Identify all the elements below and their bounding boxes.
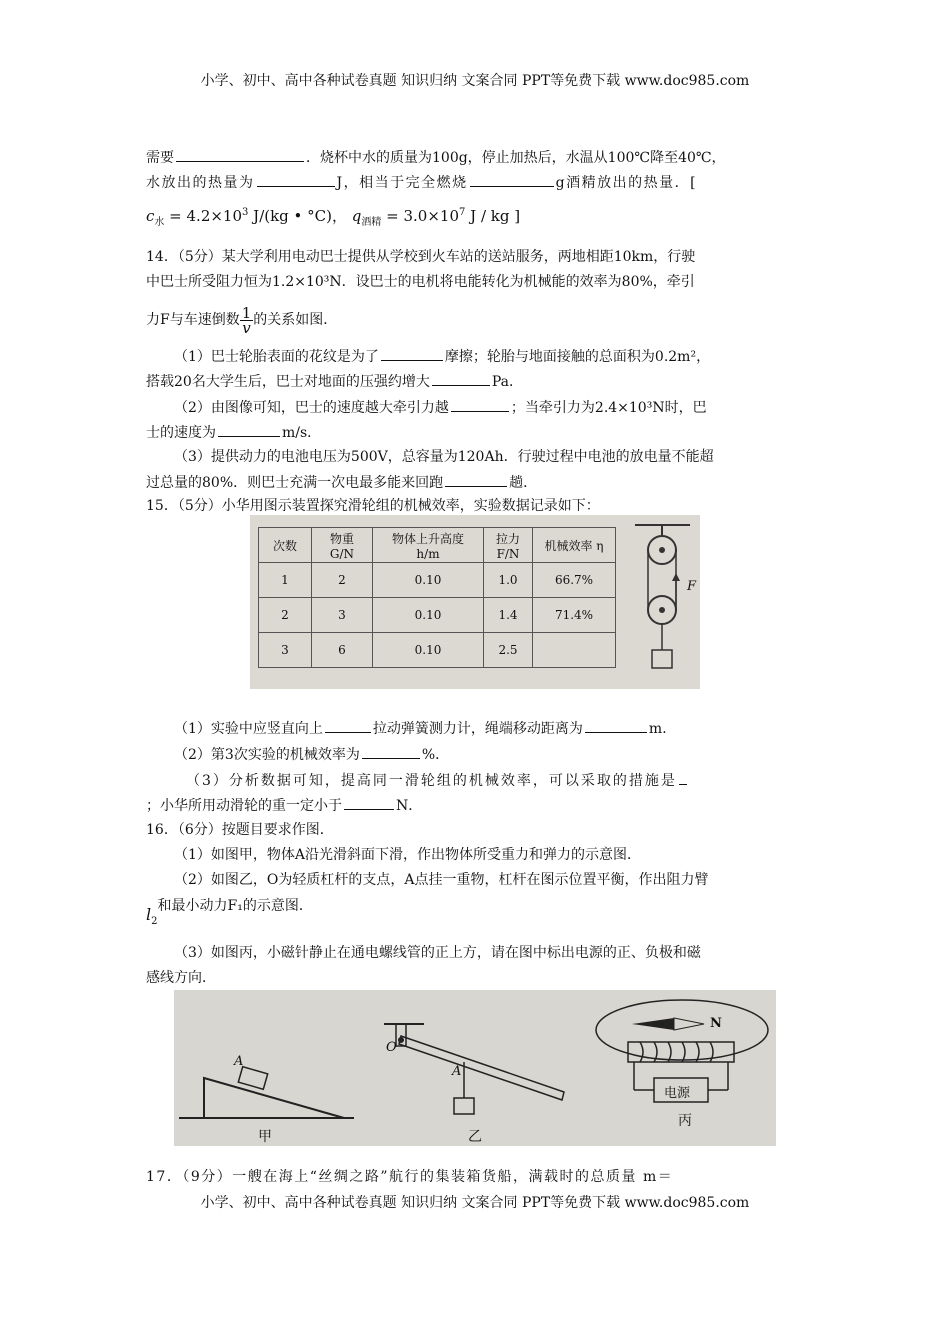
formula-part: = 4.2×10: [164, 207, 243, 225]
table-cell: [533, 633, 616, 668]
q14-part1-cont: [146, 371, 523, 392]
formula-part: J/(kg • °C)，: [248, 207, 347, 225]
answer-blank: [218, 422, 280, 437]
specific-heat-symbol: c: [146, 207, 155, 225]
pulley-data-table: [258, 527, 616, 668]
pulley-system-diagram: [630, 515, 700, 685]
subscript: 2: [151, 915, 158, 927]
reciprocal-speed-fraction: [240, 303, 254, 337]
q15-text: （3）分析数据可知，提高同一滑轮组的机械效率，可以采取的措施是: [186, 773, 677, 789]
q14-text: 摩擦；轮胎与地面接触的总面积为0.2m²，: [444, 349, 711, 365]
q15-part1: [174, 718, 676, 739]
q16-part2: （2）如图乙，O为轻质杠杆的支点，A点挂一重物，杠杆在图示位置平衡，作出阻力臂: [174, 872, 709, 888]
superscript: 3: [242, 207, 249, 218]
header-unit: F/N: [496, 546, 520, 561]
table-row: [259, 633, 616, 668]
q15-text: ；小华所用动滑轮的重一定小于: [146, 798, 342, 814]
caption-yi: 乙: [468, 1129, 482, 1145]
answer-blank: [451, 397, 509, 412]
q15-text: m．: [648, 721, 677, 737]
q14-text: （1）巴士轮胎表面的花纹是为了: [174, 349, 379, 365]
table-cell: 1.0: [484, 563, 533, 598]
q16-part2-cont: [146, 895, 313, 927]
fraction-denominator: v: [242, 318, 251, 337]
q15-text: 拉动弹簧测力计，绳端移动距离为: [372, 721, 583, 737]
q14-text: 的关系如图．: [253, 312, 338, 328]
q14-part3: （3）提供动力的电池电压为500V，总容量为120Ah．行驶过程中电池的放电量不能超: [174, 449, 714, 465]
q13-text: 水放出的热量为: [146, 175, 255, 191]
header-text: 物体上升高度: [391, 531, 464, 546]
q14-part2-cont: [146, 422, 321, 443]
q16-title: 16．（6分）按题目要求作图．: [146, 822, 334, 838]
q14-part1: [174, 346, 710, 367]
answer-blank: [445, 472, 507, 487]
table-row: [259, 598, 616, 633]
heat-value-symbol: q: [351, 207, 362, 225]
page-footer: 小学、初中、高中各种试卷真题 知识归纳 文案合同 PPT等免费下载 www.doc985.com: [200, 1195, 750, 1211]
table-cell: 71.4%: [533, 598, 616, 633]
header-unit: h/m: [416, 546, 440, 561]
solenoid-core: [628, 1042, 734, 1062]
q15-text: %．: [421, 747, 450, 763]
q14-text: 搭载20名大学生后，巴士对地面的压强约增大: [146, 374, 430, 390]
table-cell: 66.7%: [533, 563, 616, 598]
data-table-photo: [250, 515, 700, 689]
q14-text: 力F与车速倒数: [146, 312, 240, 328]
header-cell: [533, 528, 616, 563]
answer-blank: [470, 172, 554, 187]
q14-text: 士的速度为: [146, 425, 216, 441]
subscript: 酒精: [361, 217, 382, 228]
table-row: [259, 563, 616, 598]
q14-part2: [174, 397, 707, 418]
fraction-numerator: 1: [241, 303, 252, 322]
q14-text: m/s．: [282, 425, 322, 441]
header-text: 次数: [272, 538, 297, 553]
q15-text: N．: [396, 798, 423, 814]
q13-text: 需要: [146, 150, 174, 166]
header-text: 拉力: [495, 531, 520, 546]
table-cell: 3: [259, 633, 312, 668]
resistance-arm-symbol: l: [146, 905, 152, 924]
table-cell: 6: [312, 633, 373, 668]
page-header: 小学、初中、高中各种试卷真题 知识归纳 文案合同 PPT等免费下载 www.doc985.com: [200, 73, 750, 89]
hanging-weight: [454, 1098, 474, 1114]
q14-text: （2）由图像可知，巴士的速度越大牵引力越: [174, 400, 449, 416]
caption-bing: 丙: [678, 1113, 692, 1129]
answer-blank: [381, 346, 443, 361]
q13-line1: [146, 147, 726, 168]
table-cell: 0.10: [373, 563, 484, 598]
header-cell: [484, 528, 533, 563]
table-cell: 0.10: [373, 633, 484, 668]
q13-line2: [146, 172, 697, 193]
label-a-incline: A: [234, 1054, 244, 1069]
q14-line2: 中巴士所受阻力恒为1.2×10³N．设巴士的电机将电能转化为机械能的效率为80%，牵引: [146, 274, 695, 290]
q14-part3-cont: [146, 472, 537, 493]
label-a-lever: A: [452, 1064, 462, 1079]
answer-blank: [679, 770, 687, 785]
table-cell: 0.10: [373, 598, 484, 633]
formula-part: J / kg ]: [465, 207, 521, 225]
answer-blank: [344, 795, 394, 810]
header-cell: [373, 528, 484, 563]
q15-text: （2）第3次实验的机械效率为: [174, 747, 360, 763]
header-cell: [259, 528, 312, 563]
table-cell: 1.4: [484, 598, 533, 633]
block-a: [238, 1067, 267, 1090]
answer-blank: [176, 147, 304, 162]
q16-part3: （3）如图丙，小磁针静止在通电螺线管的正上方，请在图中标出电源的正、负极和磁: [174, 945, 701, 961]
caption-jia: 甲: [258, 1129, 272, 1145]
q16-text: 和最小动力F₁的示意图．: [157, 898, 313, 914]
force-arrow: [672, 573, 680, 581]
weight-block: [652, 650, 672, 668]
header-text: 物重: [329, 531, 354, 546]
table-cell: 1: [259, 563, 312, 598]
q15-part3-cont: [146, 795, 422, 816]
q15-text: （1）实验中应竖直向上: [174, 721, 323, 737]
q13-text: J，相当于完全燃烧: [336, 175, 468, 191]
lever: [399, 1036, 564, 1100]
q16-part3-cont: 感线方向．: [146, 970, 216, 986]
answer-blank: [325, 718, 371, 733]
q17-line1: 17．（9分）一艘在海上“丝绸之路”航行的集装箱货船，满载时的总质量 m＝: [146, 1169, 674, 1185]
label-o: O: [386, 1040, 397, 1055]
table-cell: 3: [312, 598, 373, 633]
table-cell: 2: [312, 563, 373, 598]
pulley-axle: [659, 607, 665, 613]
q13-text: g酒精放出的热量．[: [555, 175, 698, 191]
header-text: 机械效率 η: [544, 538, 604, 553]
answer-blank: [257, 172, 335, 187]
q14-text: 趟．: [509, 475, 538, 491]
q13-text: ．烧杯中水的质量为100g，停止加热后，水温从100℃降至40℃，: [306, 150, 726, 166]
superscript: 7: [459, 207, 466, 218]
table-header-row: [259, 528, 616, 563]
q15-part3: [186, 770, 689, 791]
header-cell: [312, 528, 373, 563]
q16-part1: （1）如图甲，物体A沿光滑斜面下滑，作出物体所受重力和弹力的示意图．: [174, 847, 642, 863]
q13-formula: [146, 203, 520, 233]
force-label: F: [687, 579, 697, 594]
label-power-source: 电源: [664, 1086, 691, 1101]
label-n: N: [710, 1016, 722, 1031]
q15-part2: [174, 744, 449, 765]
q14-text: Pa．: [491, 374, 523, 390]
incline: [204, 1078, 344, 1118]
answer-blank: [432, 371, 490, 386]
compass-needle-south: [674, 1018, 704, 1030]
q14-text: 过总量的80%．则巴士充满一次电最多能来回跑: [146, 475, 444, 491]
q15-title: 15．（5分）小华用图示装置探究滑轮组的机械效率，实验数据记录如下：: [146, 498, 600, 514]
table-cell: 2: [259, 598, 312, 633]
pulley-axle: [659, 547, 665, 553]
answer-blank: [362, 744, 420, 759]
magnetic-field-loop: [596, 1000, 768, 1060]
answer-blank: [585, 718, 647, 733]
table-cell: 2.5: [484, 633, 533, 668]
compass-needle: [632, 1018, 674, 1030]
q16-figures-photo: [174, 990, 776, 1146]
header-unit: G/N: [329, 546, 355, 561]
subscript: 水: [154, 217, 165, 228]
q14-text: ；当牵引力为2.4×10³N时，巴: [510, 400, 707, 416]
q14-line1: 14．（5分）某大学利用电动巴士提供从学校到火车站的送站服务，两地相距10km，行驶: [146, 249, 696, 265]
q14-line3: [146, 300, 337, 340]
formula-part: = 3.0×10: [381, 207, 460, 225]
